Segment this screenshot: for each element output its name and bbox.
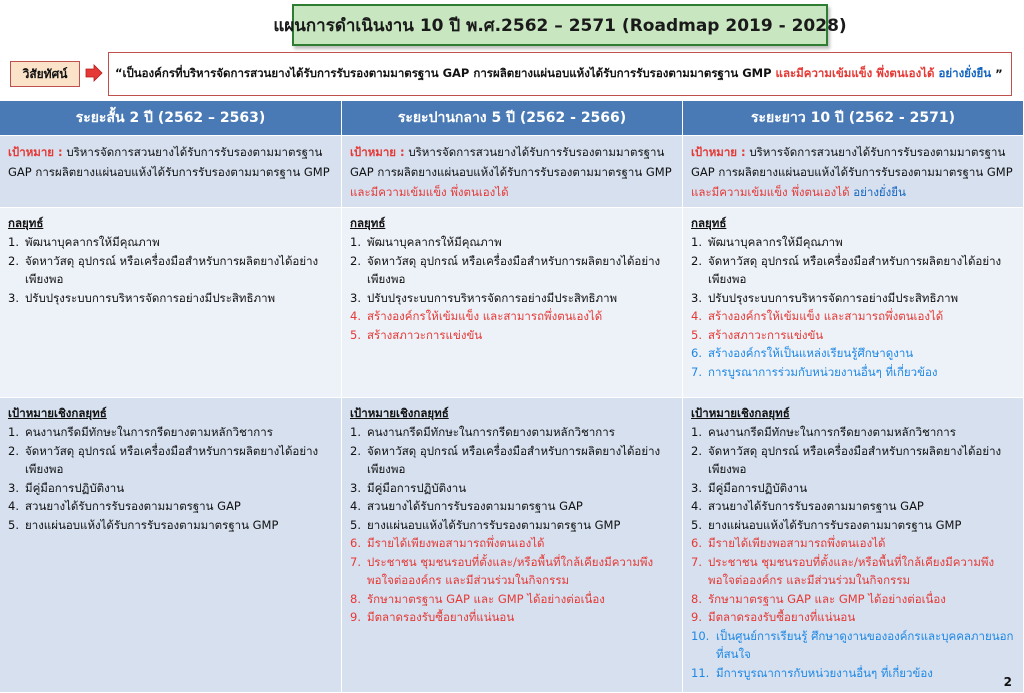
goal-text: บริหารจัดการสวนยางได้รับการรับรองตามมาตรฐาน GAP การผลิตยางแผ่นอบแห้งได้รับการรับรองตามมาตรฐาน GMP — [350, 145, 672, 179]
list-item-text: พัฒนาบุคลากรให้มีคุณภาพ — [708, 235, 843, 249]
list-item-text: มีตลาดรองรับซื้อยางที่แน่นอน — [708, 610, 856, 624]
list-item-text: ปรับปรุงระบบการบริหารจัดการอย่างมีประสิทธิภาพ — [708, 290, 959, 305]
strategy-title: กลยุทธ์ — [8, 216, 44, 230]
list-item-number: 5. — [691, 327, 702, 342]
list-item-number: 3. — [350, 480, 361, 495]
vision-text-main: “เป็นองค์กรที่บริหารจัดการสวนยางได้รับการรับรองตามมาตรฐาน GAP การผลิตยางแผ่นอบแห้งได้รับการรับรองตามมาตรฐาน GMP — [115, 66, 772, 80]
list-item — [691, 664, 1015, 683]
goal-label: เป้าหมาย : — [691, 145, 746, 159]
strategic-goal-title: เป้าหมายเชิงกลยุทธ์ — [8, 406, 107, 420]
list-item-text: ยางแผ่นอบแห้งได้รับการรับรองตามมาตรฐาน GMP — [367, 517, 621, 532]
list-item — [8, 252, 333, 289]
strategy-list — [350, 233, 674, 344]
list-item-text: เป็นศูนย์การเรียนรู้ ศึกษาดูงานขององค์กรและบุคคลภายนอกที่สนใจ — [716, 628, 1014, 661]
list-item-text: สร้างสภาวะการแข่งขัน — [367, 327, 483, 342]
list-item — [8, 479, 333, 498]
list-item-text: สร้างองค์กรให้เข้มแข็ง และสามารถพึ่งตนเองได้ — [367, 309, 603, 323]
list-item — [350, 590, 674, 609]
list-item — [691, 608, 1015, 627]
list-item — [350, 497, 674, 516]
list-item-text: สวนยางได้รับการรับรองตามมาตรฐาน GAP — [708, 499, 924, 513]
list-item-number: 1. — [8, 235, 19, 249]
list-item — [691, 479, 1015, 498]
list-item-number: 2. — [350, 253, 361, 268]
list-item-number: 5. — [691, 517, 702, 532]
list-item-number: 3. — [8, 290, 19, 305]
list-item-number: 8. — [350, 591, 361, 606]
list-item — [350, 289, 674, 308]
list-item-text: จัดหาวัสดุ อุปกรณ์ หรือเครื่องมือสำหรับการผลิตยางได้อย่างเพียงพอ — [367, 253, 661, 286]
list-item — [350, 233, 674, 252]
column-header-medium: ระยะปานกลาง 5 ปี (2562 - 2566) — [342, 101, 683, 136]
list-item-text: ยางแผ่นอบแห้งได้รับการรับรองตามมาตรฐาน GMP — [25, 517, 279, 532]
list-item — [8, 497, 333, 516]
list-item-number: 8. — [691, 591, 702, 606]
list-item — [691, 627, 1015, 664]
list-item — [350, 326, 674, 345]
list-item — [350, 307, 674, 326]
strategic-goal-list — [350, 423, 674, 627]
list-item-text: สวนยางได้รับการรับรองตามมาตรฐาน GAP — [25, 499, 241, 513]
list-item-text: สวนยางได้รับการรับรองตามมาตรฐาน GAP — [367, 499, 583, 513]
page-number: 2 — [1003, 675, 1012, 689]
list-item — [8, 233, 333, 252]
list-item-number: 2. — [8, 443, 19, 458]
list-item-number: 4. — [691, 499, 702, 513]
list-item-text: พัฒนาบุคลากรให้มีคุณภาพ — [367, 235, 502, 249]
list-item-text: พัฒนาบุคลากรให้มีคุณภาพ — [25, 235, 160, 249]
list-item-text: รักษามาตรฐาน GAP และ GMP ได้อย่างต่อเนื่อง — [708, 591, 946, 606]
strategic-goal-cell-long — [683, 398, 1024, 693]
list-item-text: มีรายได้เพียงพอสามารถพึ่งตนเองได้ — [367, 536, 545, 550]
goal-text-blue: อย่างยั่งยืน — [853, 185, 906, 199]
list-item-number: 6. — [691, 346, 702, 360]
list-item-text: คนงานกรีดมีทักษะในการกรีดยางตามหลักวิชาการ — [25, 425, 273, 439]
list-item-number: 4. — [691, 309, 702, 323]
strategy-list — [8, 233, 333, 307]
list-item — [691, 289, 1015, 308]
list-item — [350, 479, 674, 498]
list-item — [691, 423, 1015, 442]
list-item-text: มีคู่มือการปฏิบัติงาน — [367, 480, 467, 495]
strategy-list — [691, 233, 1015, 381]
list-item-number: 3. — [691, 290, 702, 305]
vision-text-end: ” — [995, 67, 1003, 81]
list-item-number: 1. — [8, 425, 19, 439]
list-item — [8, 423, 333, 442]
list-item-text: การบูรณาการร่วมกับหน่วยงานอื่นๆ ที่เกี่ยวข้อง — [708, 364, 938, 379]
vision-text-red: และมีความเข้มแข็ง พึ่งตนเองได้ — [775, 66, 935, 80]
list-item — [350, 516, 674, 535]
list-item — [691, 497, 1015, 516]
list-item — [691, 590, 1015, 609]
list-item-text: ยางแผ่นอบแห้งได้รับการรับรองตามมาตรฐาน GMP — [708, 517, 962, 532]
list-item-text: มีรายได้เพียงพอสามารถพึ่งตนเองได้ — [708, 536, 886, 550]
list-item — [691, 307, 1015, 326]
list-item-number: 7. — [691, 364, 702, 379]
arrow-right-icon — [85, 64, 103, 82]
list-item-number: 5. — [350, 327, 361, 342]
list-item — [691, 233, 1015, 252]
strategic-goal-cell-medium — [342, 398, 683, 693]
list-item — [350, 423, 674, 442]
list-item — [350, 608, 674, 627]
list-item-number: 10. — [691, 628, 710, 643]
vision-label: วิสัยทัศน์ — [10, 61, 80, 87]
list-item-text: ปรับปรุงระบบการบริหารจัดการอย่างมีประสิทธิภาพ — [367, 290, 618, 305]
list-item-number: 6. — [350, 536, 361, 550]
list-item — [8, 442, 333, 479]
list-item — [8, 516, 333, 535]
list-item-text: จัดหาวัสดุ อุปกรณ์ หรือเครื่องมือสำหรับการผลิตยางได้อย่างเพียงพอ — [25, 253, 319, 286]
list-item-number: 5. — [350, 517, 361, 532]
strategic-goal-cell-short — [0, 398, 342, 693]
list-item-text: จัดหาวัสดุ อุปกรณ์ หรือเครื่องมือสำหรับการผลิตยางได้อย่างเพียงพอ — [708, 443, 1002, 476]
vision-text-blue: อย่างยั่งยืน — [938, 66, 992, 80]
list-item — [691, 363, 1015, 382]
page-title: แผนการดำเนินงาน 10 ปี พ.ศ.2562 – 2571 (Roadmap 2019 - 2028) — [292, 4, 828, 46]
strategic-goal-list — [691, 423, 1015, 682]
vision-statement — [108, 52, 1012, 96]
list-item-number: 7. — [350, 554, 361, 569]
list-item-number: 9. — [691, 610, 702, 624]
strategy-cell-medium — [342, 208, 683, 398]
list-item — [691, 534, 1015, 553]
list-item-number: 3. — [691, 480, 702, 495]
list-item-text: คนงานกรีดมีทักษะในการกรีดยางตามหลักวิชาการ — [367, 425, 615, 439]
list-item-text: มีคู่มือการปฏิบัติงาน — [708, 480, 808, 495]
list-item — [691, 326, 1015, 345]
list-item-text: ประชาชน ชุมชนรอบที่ตั้งและ/หรือพื้นที่ใกล้เคียงมีความพึงพอใจต่อองค์กร และมีส่วนร่วมในกิจกรรม — [708, 554, 995, 587]
column-header-long: ระยะยาว 10 ปี (2562 - 2571) — [683, 101, 1024, 136]
goal-cell-long — [683, 136, 1024, 208]
list-item — [8, 289, 333, 308]
strategic-goal-title: เป้าหมายเชิงกลยุทธ์ — [350, 406, 449, 420]
strategic-goal-title: เป้าหมายเชิงกลยุทธ์ — [691, 406, 790, 420]
list-item-text: จัดหาวัสดุ อุปกรณ์ หรือเครื่องมือสำหรับการผลิตยางได้อย่างเพียงพอ — [708, 253, 1002, 286]
list-item — [691, 516, 1015, 535]
roadmap-table — [0, 101, 1024, 693]
list-item-number: 1. — [350, 235, 361, 249]
list-item-text: จัดหาวัสดุ อุปกรณ์ หรือเครื่องมือสำหรับการผลิตยางได้อย่างเพียงพอ — [367, 443, 661, 476]
list-item-text: สร้างสภาวะการแข่งขัน — [708, 327, 824, 342]
list-item-text: มีคู่มือการปฏิบัติงาน — [25, 480, 125, 495]
list-item-number: 4. — [8, 499, 19, 513]
goal-cell-short — [0, 136, 342, 208]
goal-text: บริหารจัดการสวนยางได้รับการรับรองตามมาตรฐาน GAP การผลิตยางแผ่นอบแห้งได้รับการรับรองตามมาตรฐาน GMP — [691, 145, 1013, 179]
list-item-number: 5. — [8, 517, 19, 532]
list-item-number: 7. — [691, 554, 702, 569]
list-item-number: 2. — [691, 253, 702, 268]
list-item-text: จัดหาวัสดุ อุปกรณ์ หรือเครื่องมือสำหรับการผลิตยางได้อย่างเพียงพอ — [25, 443, 319, 476]
list-item-text: มีการบูรณาการกับหน่วยงานอื่นๆ ที่เกี่ยวข้อง — [716, 665, 933, 680]
list-item-text: รักษามาตรฐาน GAP และ GMP ได้อย่างต่อเนื่อง — [367, 591, 605, 606]
list-item — [350, 553, 674, 590]
list-item-number: 3. — [8, 480, 19, 495]
column-header-short: ระยะสั้น 2 ปี (2562 – 2563) — [0, 101, 342, 136]
list-item-number: 2. — [350, 443, 361, 458]
list-item — [350, 442, 674, 479]
list-item — [350, 252, 674, 289]
goal-label: เป้าหมาย : — [8, 145, 63, 159]
strategic-goal-list — [8, 423, 333, 534]
list-item — [691, 344, 1015, 363]
goal-text-red: และมีความเข้มแข็ง พึ่งตนเองได้ — [691, 185, 850, 199]
list-item-number: 2. — [691, 443, 702, 458]
list-item-number: 4. — [350, 309, 361, 323]
list-item — [691, 442, 1015, 479]
list-item-number: 11. — [691, 665, 710, 680]
list-item-number: 1. — [350, 425, 361, 439]
list-item-number: 4. — [350, 499, 361, 513]
list-item-text: สร้างองค์กรให้เป็นแหล่งเรียนรู้ศึกษาดูงาน — [708, 346, 914, 360]
list-item-text: คนงานกรีดมีทักษะในการกรีดยางตามหลักวิชาการ — [708, 425, 956, 439]
list-item-number: 1. — [691, 425, 702, 439]
goal-label: เป้าหมาย : — [350, 145, 405, 159]
goal-cell-medium — [342, 136, 683, 208]
goal-text: บริหารจัดการสวนยางได้รับการรับรองตามมาตรฐาน GAP การผลิตยางแผ่นอบแห้งได้รับการรับรองตามมาตรฐาน GMP — [8, 145, 330, 179]
list-item-text: สร้างองค์กรให้เข้มแข็ง และสามารถพึ่งตนเองได้ — [708, 309, 944, 323]
list-item — [350, 534, 674, 553]
list-item — [691, 252, 1015, 289]
list-item-text: ประชาชน ชุมชนรอบที่ตั้งและ/หรือพื้นที่ใกล้เคียงมีความพึงพอใจต่อองค์กร และมีส่วนร่วมในกิจกรรม — [367, 554, 654, 587]
strategy-cell-short — [0, 208, 342, 398]
list-item-number: 2. — [8, 253, 19, 268]
strategy-title: กลยุทธ์ — [691, 216, 727, 230]
list-item-number: 3. — [350, 290, 361, 305]
list-item-number: 9. — [350, 610, 361, 624]
list-item-number: 6. — [691, 536, 702, 550]
strategy-cell-long — [683, 208, 1024, 398]
strategy-title: กลยุทธ์ — [350, 216, 386, 230]
list-item-text: มีตลาดรองรับซื้อยางที่แน่นอน — [367, 610, 515, 624]
goal-text-red: และมีความเข้มแข็ง พึ่งตนเองได้ — [350, 185, 509, 199]
list-item-text: ปรับปรุงระบบการบริหารจัดการอย่างมีประสิทธิภาพ — [25, 290, 276, 305]
list-item — [691, 553, 1015, 590]
list-item-number: 1. — [691, 235, 702, 249]
